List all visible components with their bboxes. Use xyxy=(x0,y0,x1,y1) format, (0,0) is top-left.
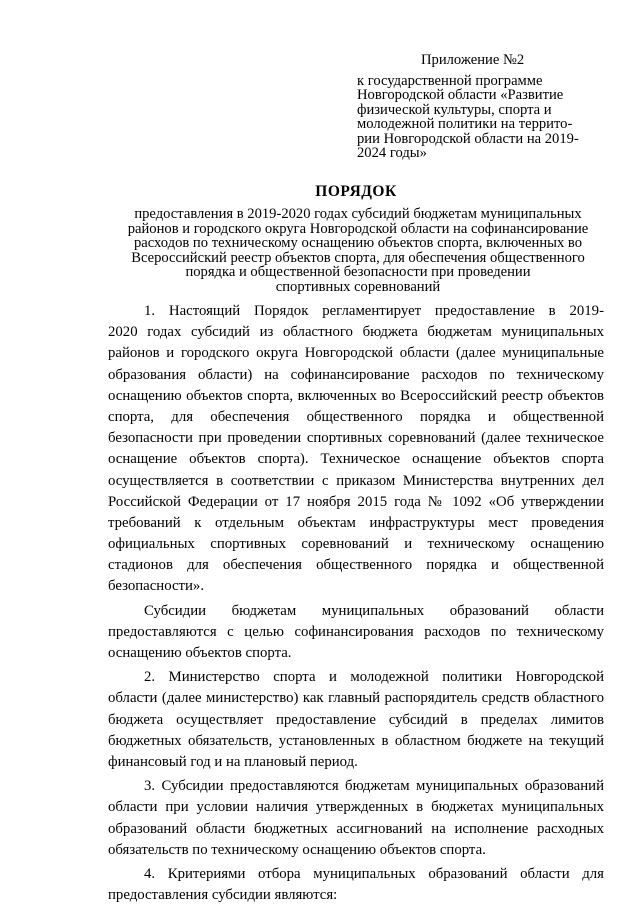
paragraph-line: оснащению объектов спорта, включенных во Всероссийский реестр объектов xyxy=(108,387,604,404)
appendix-line: физической культуры, спорта и xyxy=(357,101,552,118)
paragraph xyxy=(108,601,604,665)
paragraph-line: области (далее министерство) как главный распорядитель средств областного xyxy=(108,690,604,707)
appendix-number: Приложение №2 xyxy=(421,52,525,68)
paragraph-line: Субсидии бюджетам муниципальных образований области xyxy=(144,602,604,619)
appendix-line: рии Новгородской области на 2019- xyxy=(357,130,579,147)
paragraph-line: финансовый год и на плановый период. xyxy=(108,753,358,770)
paragraph-line: осуществляется в соответствии с приказом Министерства внутренних дел xyxy=(108,472,604,489)
subtitle-line: спортивных соревнований xyxy=(275,278,441,295)
subtitle-line: Всероссийский реестр объектов спорта, для обеспечения общественного xyxy=(131,249,585,266)
paragraph xyxy=(108,776,604,861)
appendix-block xyxy=(357,53,607,161)
subtitle-line: районов и городского округа Новгородской области на софинансирование xyxy=(127,220,589,237)
paragraph-line: предоставляются с целью софинансирования расходов по техническому xyxy=(108,623,604,640)
subtitle-line: предоставления в 2019-2020 годах субсидий бюджетам муниципальных xyxy=(134,206,582,222)
paragraph-line: Российской Федерации от 17 ноября 2015 года № 1092 «Об утверждении xyxy=(108,493,604,510)
appendix-line: Новгородской области «Развитие xyxy=(357,87,564,103)
document-body xyxy=(108,301,604,909)
paragraph xyxy=(108,301,604,598)
document-subtitle xyxy=(118,207,598,294)
paragraph-line: требований к отдельным объектам инфраструктуры мест проведения xyxy=(108,514,604,531)
paragraph-line: 4. Критериями отбора муниципальных образований области для xyxy=(144,865,604,882)
appendix-line: к государственной программе xyxy=(357,72,543,89)
paragraph-line: безопасности при проведении спортивных соревнований (далее техническое xyxy=(108,430,604,447)
paragraph-line: спорта, для обеспечения общественного порядка и общественной xyxy=(108,408,604,425)
document-title: ПОРЯДОК xyxy=(315,183,397,200)
paragraph-line: 3. Субсидии предоставляются бюджетам муниципальных образований xyxy=(144,778,604,795)
paragraph-line: 1. Настоящий Порядок регламентирует предоставление в 2019- xyxy=(144,303,604,319)
paragraph-line: стадионов для обеспечения общественного порядка и общественной xyxy=(108,557,604,574)
paragraph-line: области при условии наличия утвержденных в бюджетах муниципальных xyxy=(108,799,604,816)
paragraph-line: оснащению объектов спорта. xyxy=(108,645,292,661)
paragraph-line: образований области бюджетных ассигнований на исполнение расходных xyxy=(108,820,604,837)
appendix-line: молодежной политики на террито- xyxy=(357,116,573,132)
paragraph-line: обязательств по техническому оснащению объектов спорта. xyxy=(108,841,486,858)
paragraph-line: оснащение объектов спорта). Техническое оснащение объектов спорта xyxy=(108,451,604,468)
paragraph xyxy=(108,864,604,906)
paragraph-line: районов и городского округа Новгородской области (далее муниципальные xyxy=(108,345,604,362)
subtitle-line: расходов по техническому оснащению объектов спорта, включенных во xyxy=(134,235,582,251)
paragraph xyxy=(108,667,604,773)
paragraph-line: 2. Министерство спорта и молодежной политики Новгородской xyxy=(144,669,604,686)
paragraph-line: официальных спортивных соревнований и техническому оснащению xyxy=(108,536,604,553)
paragraph-line: образования области) на софинансирование расходов по техническому xyxy=(108,366,604,383)
paragraph-line: безопасности». xyxy=(108,578,205,595)
subtitle-line: порядка и общественной безопасности при проведении xyxy=(185,264,531,280)
paragraph-line: бюджета осуществляет предоставление субсидий в пределах лимитов xyxy=(108,711,604,728)
appendix-line: 2024 годы» xyxy=(357,145,427,161)
paragraph-line: предоставления субсидии являются: xyxy=(108,887,338,904)
paragraph-line: 2020 годах субсидий из областного бюджета бюджетам муниципальных xyxy=(108,324,604,341)
paragraph-line: бюджетных обязательств, установленных в областном бюджете на текущий xyxy=(108,732,604,749)
